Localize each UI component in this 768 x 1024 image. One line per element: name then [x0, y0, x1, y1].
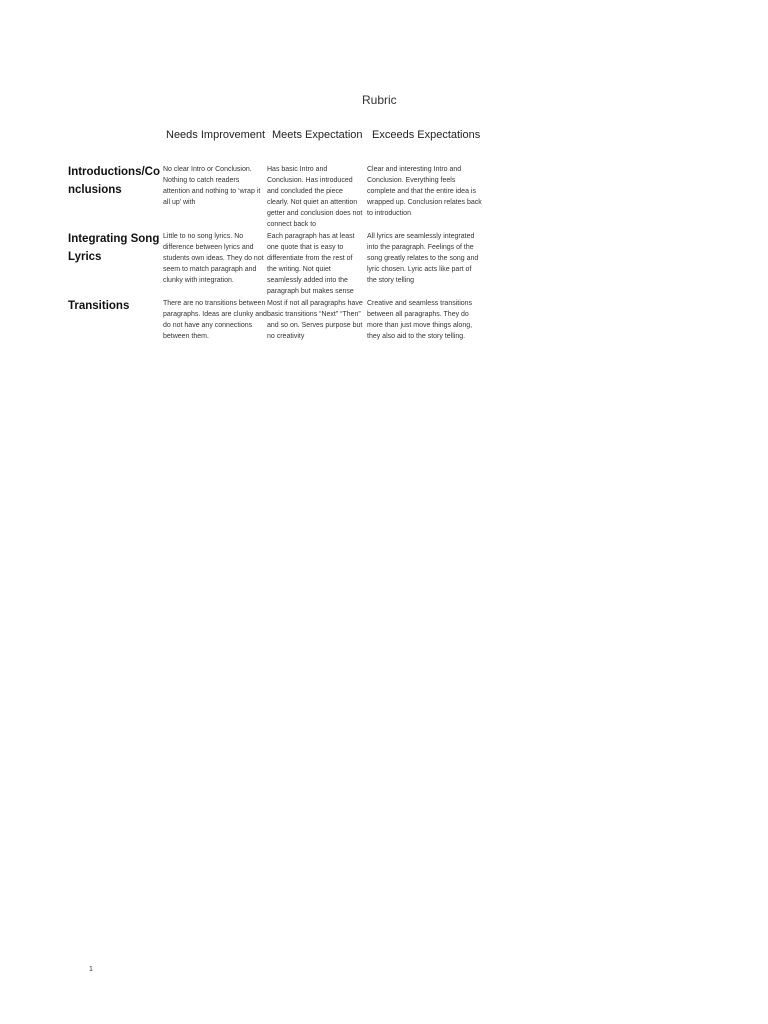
row-label-integrating-song-lyrics: Integrating Song Lyrics — [68, 233, 160, 263]
cell-transitions-exceeds-expectations: Creative and seamless transitions between all paragraphs. They do more than just move things along, they also aid to the story telling. — [367, 300, 473, 341]
column-header-needs-improvement: Needs Improvement — [166, 129, 266, 141]
page-number: 1 — [89, 966, 93, 973]
cell-introductions-meets-expectation: Has basic Intro and Conclusion. Has introduced and concluded the piece clearly. Not quiet an attention getter and conclusion does not connect back to — [267, 166, 363, 229]
cell-lyrics-needs-improvement: Little to no song lyrics. No difference between lyrics and students own ideas. They do not seem to match paragraph and clunky with integration. — [163, 233, 264, 285]
column-header-exceeds-expectations: Exceeds Expectations — [372, 129, 481, 141]
column-header-meets-expectation: Meets Expectation — [272, 129, 363, 141]
cell-introductions-needs-improvement: No clear Intro or Conclusion. Nothing to catch readers attention and nothing to ‘wrap it all up’ with — [163, 166, 261, 207]
cell-lyrics-exceeds-expectations: All lyrics are seamlessly integrated into the paragraph. Feelings of the song greatly relates to the song and lyric chosen. Lyric acts like part of the story telling — [367, 233, 479, 285]
row-label-transitions: Transitions — [68, 300, 130, 312]
cell-introductions-exceeds-expectations: Clear and interesting Intro and Conclusion. Everything feels complete and that the entire idea is wrapped up. Conclusion relates back to introduction — [367, 166, 482, 218]
cell-transitions-needs-improvement: There are no transitions between paragraphs. Ideas are clunky and do not have any connections between them. — [163, 300, 267, 341]
cell-lyrics-meets-expectation: Each paragraph has at least one quote that is easy to differentiate from the rest of the writing. Not quiet seamlessly added into the paragraph but makes sense — [267, 233, 355, 296]
row-label-introductions-conclusions: Introductions/Conclusions — [68, 166, 160, 196]
rubric-title: Rubric — [362, 93, 397, 107]
cell-transitions-meets-expectation: Most if not all paragraphs have basic transitions “Next” “Then” and so on. Serves purpose but no creativity — [267, 300, 363, 341]
